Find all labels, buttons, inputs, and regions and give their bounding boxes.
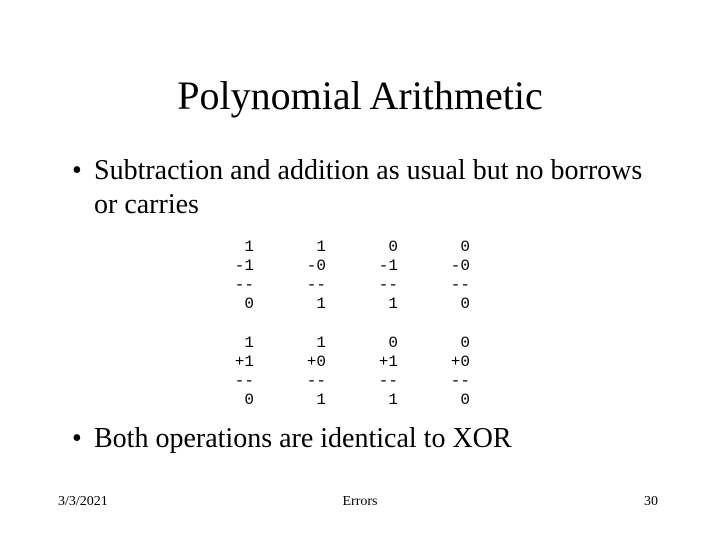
sub-operand-b: -1 [234, 257, 254, 275]
footer-date: 3/3/2021 [58, 494, 108, 509]
add-rule: -- [234, 372, 254, 390]
add-rule: -- [450, 372, 470, 390]
slide-title: Polynomial Arithmetic [177, 73, 543, 118]
sub-result: 0 [244, 295, 254, 313]
add-operand-b: +0 [450, 353, 470, 371]
bullet-dot-icon: • [72, 423, 82, 454]
sub-rule: -- [234, 276, 254, 294]
sub-operand-b: -1 [378, 257, 398, 275]
footer-title: Errors [342, 494, 378, 509]
add-operand-a: 1 [244, 334, 254, 352]
sub-rule: -- [306, 276, 326, 294]
sub-result: 0 [460, 295, 470, 313]
add-operand-a: 0 [460, 334, 470, 352]
add-rule: -- [306, 372, 326, 390]
bullet-dot-icon: • [72, 155, 82, 186]
sub-operand-b: -0 [450, 257, 470, 275]
sub-operand-b: -0 [306, 257, 326, 275]
footer-page-number: 30 [644, 494, 658, 509]
add-operand-b: +1 [234, 353, 254, 371]
sub-rule: -- [378, 276, 398, 294]
sub-rule: -- [450, 276, 470, 294]
add-operand-b: +0 [306, 353, 326, 371]
add-rule: -- [378, 372, 398, 390]
sub-result: 1 [388, 295, 398, 313]
add-operand-a: 0 [388, 334, 398, 352]
add-operand-a: 1 [316, 334, 326, 352]
sub-operand-a: 1 [316, 238, 326, 256]
sub-operand-a: 0 [388, 238, 398, 256]
add-result: 0 [460, 391, 470, 409]
bullet-text: Subtraction and addition as usual but no borrows or carries [94, 155, 643, 220]
add-result: 1 [316, 391, 326, 409]
sub-operand-a: 1 [244, 238, 254, 256]
bullet-text: Both operations are identical to XOR [94, 423, 512, 454]
add-result: 0 [244, 391, 254, 409]
add-result: 1 [388, 391, 398, 409]
sub-operand-a: 0 [460, 238, 470, 256]
sub-result: 1 [316, 295, 326, 313]
add-operand-b: +1 [378, 353, 398, 371]
